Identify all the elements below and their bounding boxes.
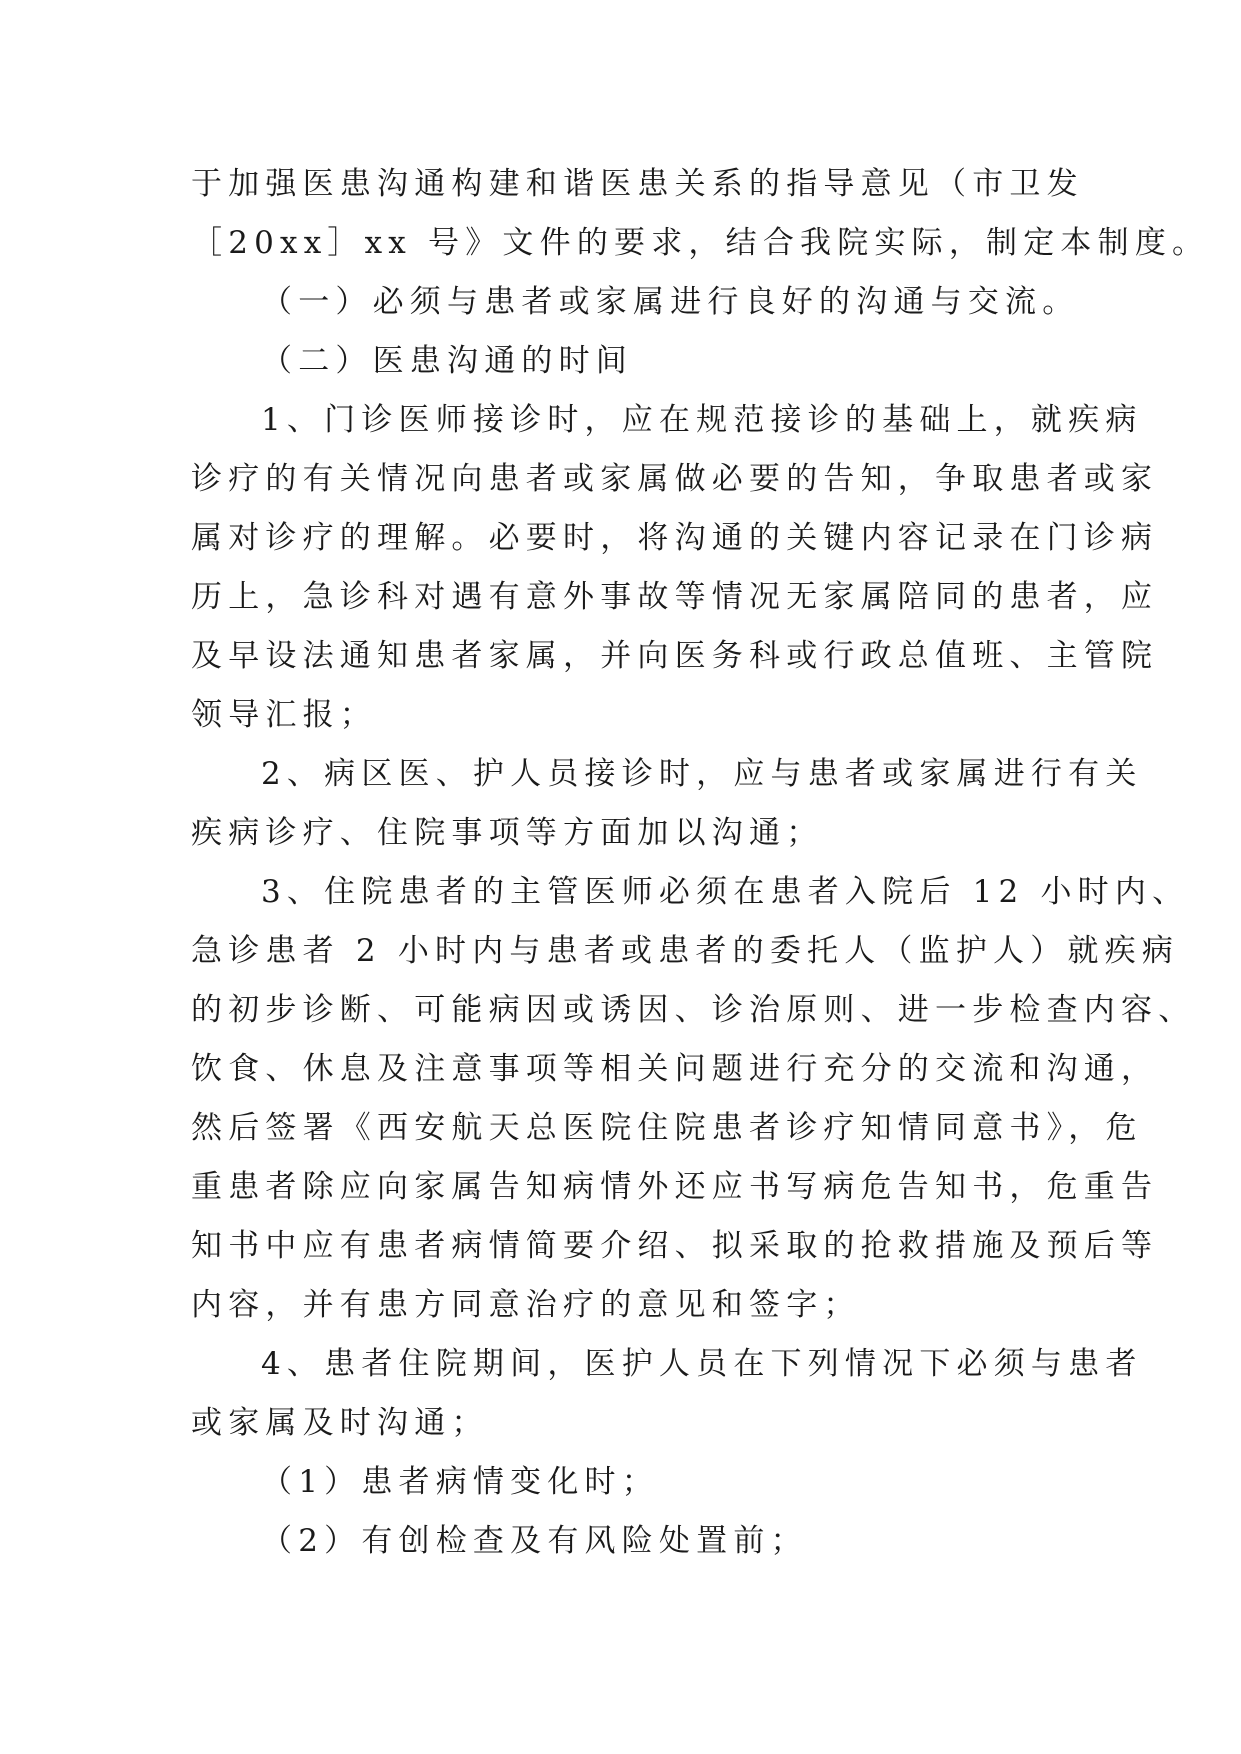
section-heading: （二）医患沟通的时间 xyxy=(261,343,633,379)
text-line: 历上，急诊科对遇有意外事故等情况无家属陪同的患者，应 xyxy=(191,579,1159,615)
text-line: 疾病诊疗、住院事项等方面加以沟通； xyxy=(191,815,824,851)
text-line: 诊疗的有关情况向患者或家属做必要的告知，争取患者或家 xyxy=(191,461,1159,497)
list-item: （2）有创检查及有风险处置前； xyxy=(261,1523,808,1559)
text-line: 然后签署《西安航天总医院住院患者诊疗知情同意书》，危 xyxy=(191,1110,1143,1146)
text-line: 于加强医患沟通构建和谐医患关系的指导意见（市卫发 xyxy=(191,166,1084,202)
text-line: 4、患者住院期间，医护人员在下列情况下必须与患者 xyxy=(261,1346,1143,1382)
text-line: ［20xx］xx 号》文件的要求，结合我院实际，制定本制度。 xyxy=(191,225,1210,261)
text-line: 饮食、休息及注意事项等相关问题进行充分的交流和沟通， xyxy=(191,1051,1159,1087)
text-line: 知书中应有患者病情简要介绍、拟采取的抢救措施及预后等 xyxy=(191,1228,1159,1264)
text-line: 的初步诊断、可能病因或诱因、诊治原则、进一步检查内容、 xyxy=(191,992,1196,1028)
text-line: 领导汇报； xyxy=(191,697,377,733)
text-line: 3、住院患者的主管医师必须在患者入院后 12 小时内、 xyxy=(261,874,1190,910)
text-line: 1、门诊医师接诊时，应在规范接诊的基础上，就疾病 xyxy=(261,402,1143,438)
list-item: （1）患者病情变化时； xyxy=(261,1464,659,1500)
text-line: 属对诊疗的理解。必要时，将沟通的关键内容记录在门诊病 xyxy=(191,520,1159,556)
text-line: 或家属及时沟通； xyxy=(191,1405,489,1441)
text-line: 2、病区医、护人员接诊时，应与患者或家属进行有关 xyxy=(261,756,1143,792)
section-heading: （一）必须与患者或家属进行良好的沟通与交流。 xyxy=(261,284,1080,320)
text-line: 重患者除应向家属告知病情外还应书写病危告知书，危重告 xyxy=(191,1169,1159,1205)
text-line: 内容，并有患方同意治疗的意见和签字； xyxy=(191,1287,861,1323)
text-line: 及早设法通知患者家属，并向医务科或行政总值班、主管院 xyxy=(191,638,1159,674)
text-line: 急诊患者 2 小时内与患者或患者的委托人（监护人）就疾病 xyxy=(191,933,1180,969)
